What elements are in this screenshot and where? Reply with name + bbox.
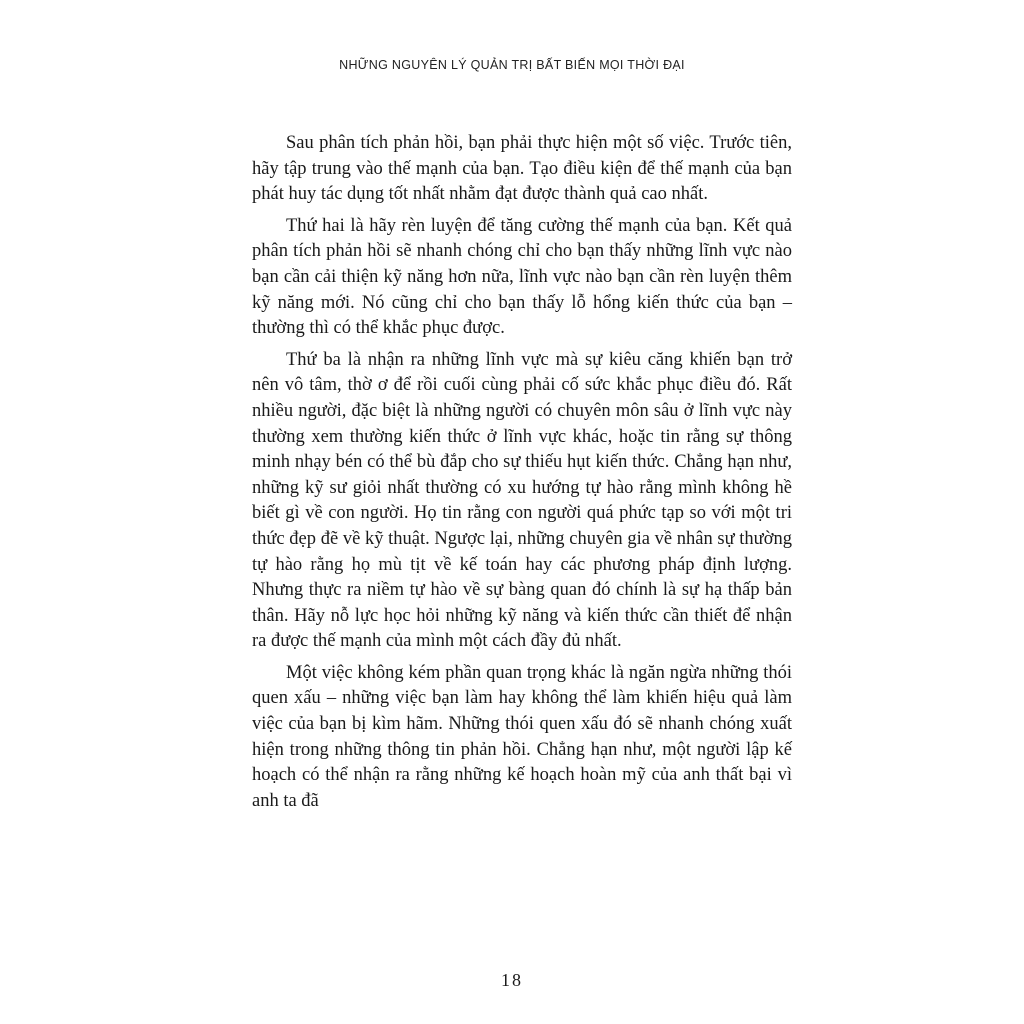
paragraph-2: Thứ hai là hãy rèn luyện để tăng cường thế mạnh của bạn. Kết quả phân tích phản hồi sẽ nhanh chóng chỉ cho bạn thấy những lĩnh vực nào bạn cần cải thiện kỹ năng hơn nữa, lĩnh vực nào bạn cần rèn luyện thêm kỹ năng mới. Nó cũng chỉ cho bạn thấy lỗ hổng kiến thức của bạn – thường thì có thể khắc phục được. — [252, 215, 792, 339]
body-text — [252, 131, 792, 820]
paragraph-3: Thứ ba là nhận ra những lĩnh vực mà sự kiêu căng khiến bạn trở nên vô tâm, thờ ơ để rồi cuối cùng phải cố sức khắc phục điều đó. Rất nhiều người, đặc biệt là những người có chuyên môn sâu ở lĩnh vực này thường xem thường kiến thức ở lĩnh vực khác, hoặc tin rằng sự thông minh nhạy bén có thể bù đắp cho sự thiếu hụt kiến thức. Chẳng hạn như, những kỹ sư giỏi nhất thường có xu hướng tự hào rằng mình không hề biết gì về con người. Họ tin rằng con người quá phức tạp so với một tri thức đẹp đẽ về kỹ thuật. Ngược lại, những chuyên gia về nhân sự thường tự hào rằng họ mù tịt về kế toán hay các phương pháp định lượng. Nhưng thực ra niềm tự hào về sự bàng quan đó chính là sự hạ thấp bản thân. Hãy nỗ lực học hỏi những kỹ năng và kiến thức cần thiết để nhận ra được thế mạnh của mình một cách đầy đủ nhất. — [252, 349, 792, 652]
running-header: NHỮNG NGUYÊN LÝ QUẢN TRỊ BẤT BIẾN MỌI THỜI ĐẠI — [339, 58, 685, 72]
page-number: 18 — [501, 970, 523, 990]
paragraph-1: Sau phân tích phản hồi, bạn phải thực hiện một số việc. Trước tiên, hãy tập trung vào thế mạnh của bạn. Tạo điều kiện để thế mạnh của bạn phát huy tác dụng tốt nhất nhằm đạt được thành quả cao nhất. — [252, 133, 792, 205]
paragraph-4: Một việc không kém phần quan trọng khác là ngăn ngừa những thói quen xấu – những việc bạn làm hay không thể làm khiến hiệu quả làm việc của bạn bị kìm hãm. Những thói quen xấu đó sẽ nhanh chóng xuất hiện trong những thông tin phản hồi. Chẳng hạn như, một người lập kế hoạch có thể nhận ra rằng những kế hoạch hoàn mỹ của anh thất bại vì anh ta đã — [252, 662, 792, 811]
